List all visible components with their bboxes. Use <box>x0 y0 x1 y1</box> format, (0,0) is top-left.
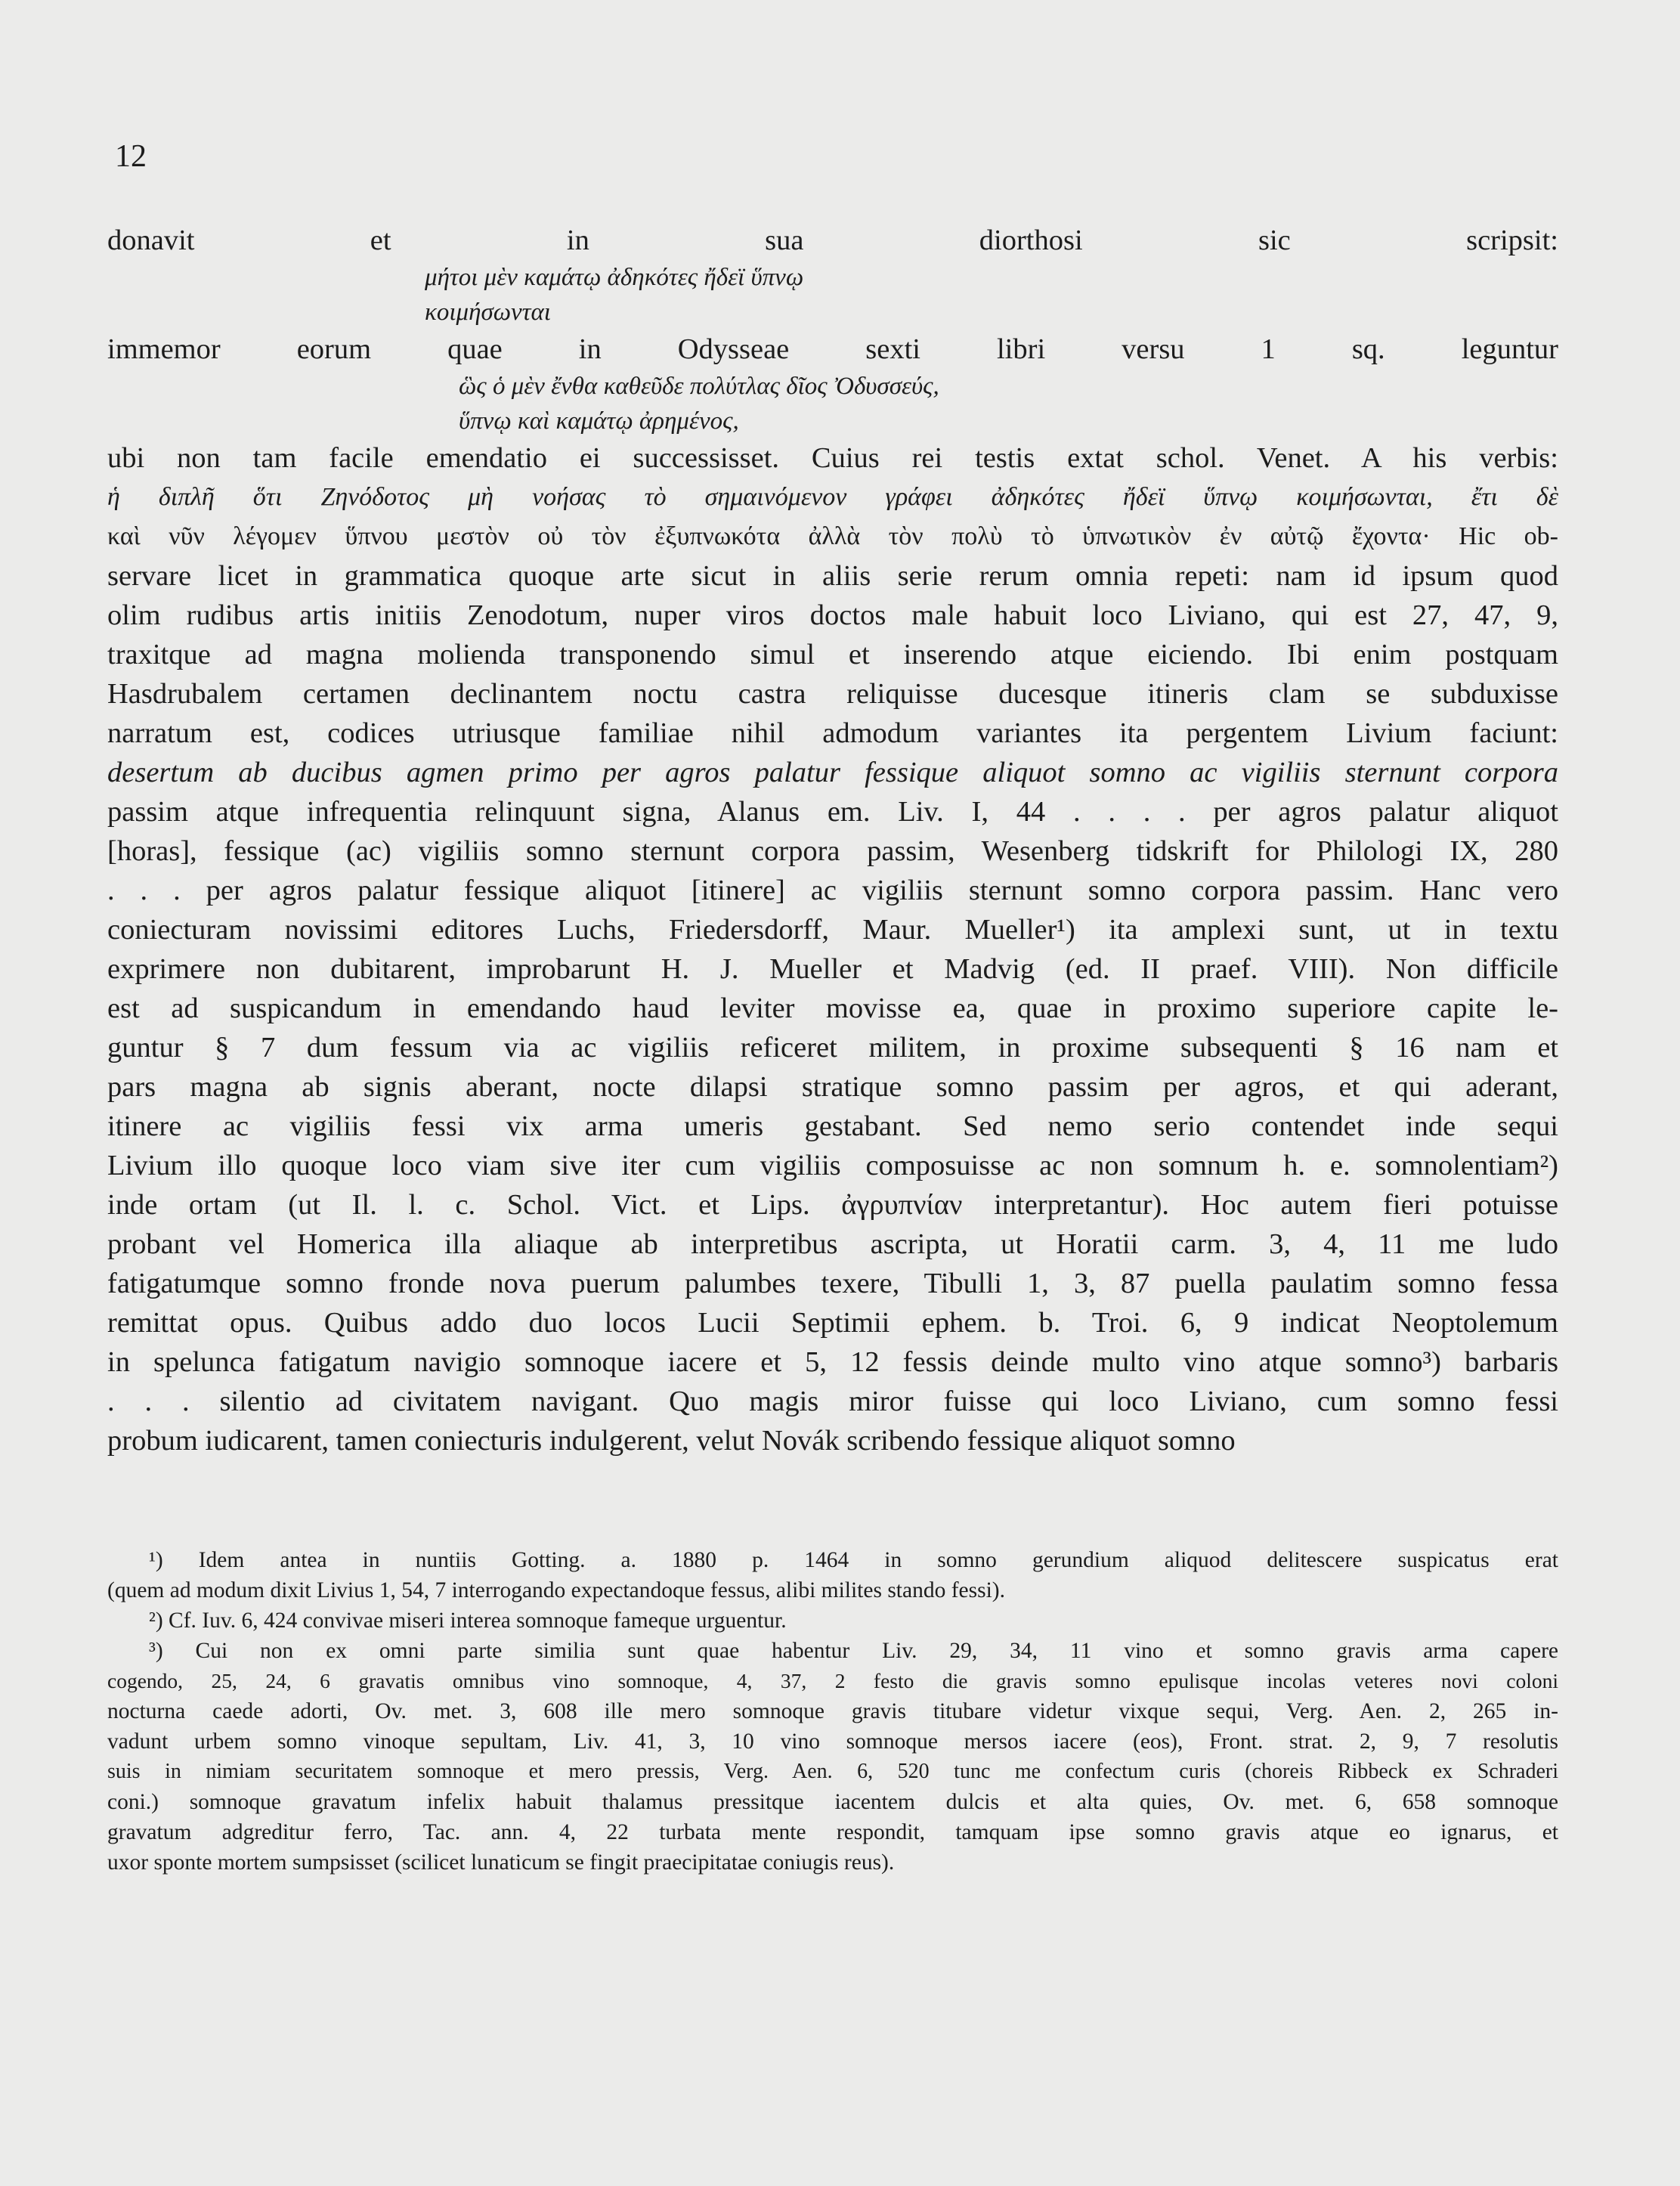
text-line: Livium illo quoque loco viam sive iter cum vigiliis composuisse ac non somnum h. e. somnolentiam²) <box>107 1150 1558 1181</box>
text-line: narratum est, codices utriusque familiae nihil admodum variantes ita pergentem Livium faciunt: <box>107 717 1558 749</box>
text-line: immemor eorum quae in Odysseae sexti libri versu 1 sq. leguntur <box>107 333 1558 365</box>
footnote-line: nocturna caede adorti, Ov. met. 3, 608 ille mero somnoque gravis titubare videtur vixque sequi, Verg. Aen. 2, 265 in- <box>107 1699 1558 1723</box>
page-number: 12 <box>115 139 147 174</box>
text-line: . . . per agros palatur fessique aliquot [itinere] ac vigiliis sternunt somno corpora passim. Hanc vero <box>107 875 1558 906</box>
text-line: καὶ νῦν λέγομεν ὕπνου μεστὸν οὐ τὸν ἐξυπνωκότα ἀλλὰ τὸν πολὺ τὸ ὑπνωτικὸν ἐν αὐτῷ ἔχοντα· Hic ob- <box>107 522 1558 550</box>
text-line: [horas], fessique (ac) vigiliis somno sternunt corpora passim, Wesenberg tidskrift for Philologi IX, 280 <box>107 835 1558 867</box>
text-line: servare licet in grammatica quoque arte sicut in aliis serie rerum omnia repeti: nam id ipsum quod <box>107 560 1558 592</box>
footnotes <box>107 1545 1558 1878</box>
text-line: in spelunca fatigatum navigio somnoque iacere et 5, 12 fessis deinde multo vino atque somno³) barbaris <box>107 1346 1558 1378</box>
greek-verse-line: ὕπνῳ καὶ καμάτῳ ἀρημένος, <box>459 407 739 435</box>
text-line: guntur § 7 dum fessum via ac vigiliis reficeret militem, in proxime subsequenti § 16 nam et <box>107 1032 1558 1064</box>
text-line: ἡ διπλῆ ὅτι Ζηνόδοτος μὴ νοήσας τὸ σημαινόμενον γράφει ἀδηκότες ἤδεϊ ὕπνῳ κοιμήσωνται, ἔτι δὲ <box>107 483 1558 511</box>
footnote-line: suis in nimiam securitatem somnoque et mero pressis, Verg. Aen. 6, 520 tunc me confectum curis (choreis Ribbeck ex Schraderi <box>107 1760 1558 1783</box>
greek-verse-line: κοιμήσωνται <box>425 299 551 326</box>
text-line: ubi non tam facile emendatio ei successisset. Cuius rei testis extat schol. Venet. A his verbis: <box>107 442 1558 474</box>
text-line: est ad suspicandum in emendando haud leviter movisse ea, quae in proximo superiore capite le- <box>107 992 1558 1024</box>
footnote-line: vadunt urbem somno vinoque sepultam, Liv. 41, 3, 10 vino somnoque mersos iacere (eos), Front. strat. 2, 9, 7 resolutis <box>107 1729 1558 1754</box>
text-line: desertum ab ducibus agmen primo per agros palatur fessique aliquot somno ac vigiliis sternunt corpora <box>107 757 1558 788</box>
footnote-line: coni.) somnoque gravatum infelix habuit thalamus pressitque iacentem dulcis et alta quies, Ov. met. 6, 658 somnoque <box>107 1790 1558 1814</box>
greek-verse-line: ὣς ὁ μὲν ἔνθα καθεῦδε πολύτλας δῖος Ὀδυσσεύς, <box>459 373 939 400</box>
text-line: Hasdrubalem certamen declinantem noctu castra reliquisse ducesque itineris clam se subduxisse <box>107 678 1558 710</box>
text-line: itinere ac vigiliis fessi vix arma umeris gestabant. Sed nemo serio contendet inde sequi <box>107 1110 1558 1142</box>
footnote-line: ³) Cui non ex omni parte similia sunt quae habentur Liv. 29, 34, 11 vino et somno gravis arma capere <box>149 1639 1558 1663</box>
text-line: passim atque infrequentia relinquunt signa, Alanus em. Liv. I, 44 . . . . per agros palatur aliquot <box>107 796 1558 828</box>
text-line: exprimere non dubitarent, improbarunt H. J. Mueller et Madvig (ed. II praef. VIII). Non difficile <box>107 953 1558 985</box>
text-line: probum iudicarent, tamen coniecturis indulgerent, velut Novák scribendo fessique aliquot somno <box>107 1425 1236 1457</box>
text-line: pars magna ab signis aberant, nocte dilapsi stratique somno passim per agros, et qui aderant, <box>107 1071 1558 1103</box>
text-line: olim rudibus artis initiis Zenodotum, nuper viros doctos male habuit loco Liviano, qui est 27, 47, 9, <box>107 599 1558 631</box>
footnote-line: ¹) Idem antea in nuntiis Gotting. a. 1880 p. 1464 in somno gerundium aliquod delitescere suspicatus erat <box>149 1548 1558 1572</box>
footnote-line: (quem ad modum dixit Livius 1, 54, 7 interrogando expectandoque fessus, alibi milites stando fessi). <box>107 1578 1005 1602</box>
text-line: coniecturam novissimi editores Luchs, Friedersdorff, Maur. Mueller¹) ita amplexi sunt, ut in textu <box>107 914 1558 946</box>
main-text <box>107 221 1558 1460</box>
text-line: fatigatumque somno fronde nova puerum palumbes texere, Tibulli 1, 3, 87 puella paulatim somno fessa <box>107 1268 1558 1299</box>
footnote-line: ²) Cf. Iuv. 6, 424 convivae miseri interea somnoque fameque urguentur. <box>149 1609 787 1633</box>
text-line: traxitque ad magna molienda transponendo simul et inserendo atque eiciendo. Ibi enim postquam <box>107 639 1558 670</box>
text-line: inde ortam (ut Il. l. c. Schol. Vict. et Lips. ἀγρυπνίαν interpretantur). Hoc autem fieri potuisse <box>107 1189 1558 1221</box>
footnote-line: uxor sponte mortem sumpsisset (scilicet lunaticum se fingit praecipitatae coniugis reus). <box>107 1850 895 1875</box>
text-line: probant vel Homerica illa aliaque ab interpretibus ascripta, ut Horatii carm. 3, 4, 11 me ludo <box>107 1228 1558 1260</box>
text-line: . . . silentio ad civitatem navigant. Quo magis miror fuisse qui loco Liviano, cum somno fessi <box>107 1386 1558 1417</box>
text-line: remittat opus. Quibus addo duo locos Lucii Septimii ephem. b. Troi. 6, 9 indicat Neoptolemum <box>107 1307 1558 1339</box>
footnote-line: gravatum adgreditur ferro, Tac. ann. 4, 22 turbata mente respondit, tamquam ipse somno gravis atque eo ignarus, et <box>107 1820 1558 1844</box>
footnote-line: cogendo, 25, 24, 6 gravatis omnibus vino somnoque, 4, 37, 2 festo die gravis somno epulisque incolas veteres novi coloni <box>107 1669 1558 1692</box>
greek-verse-line: μήτοι μὲν καμάτῳ ἀδηκότες ἤδεϊ ὕπνῳ <box>425 264 804 291</box>
text-line: donavit et in sua diorthosi sic scripsit: <box>107 224 1558 256</box>
